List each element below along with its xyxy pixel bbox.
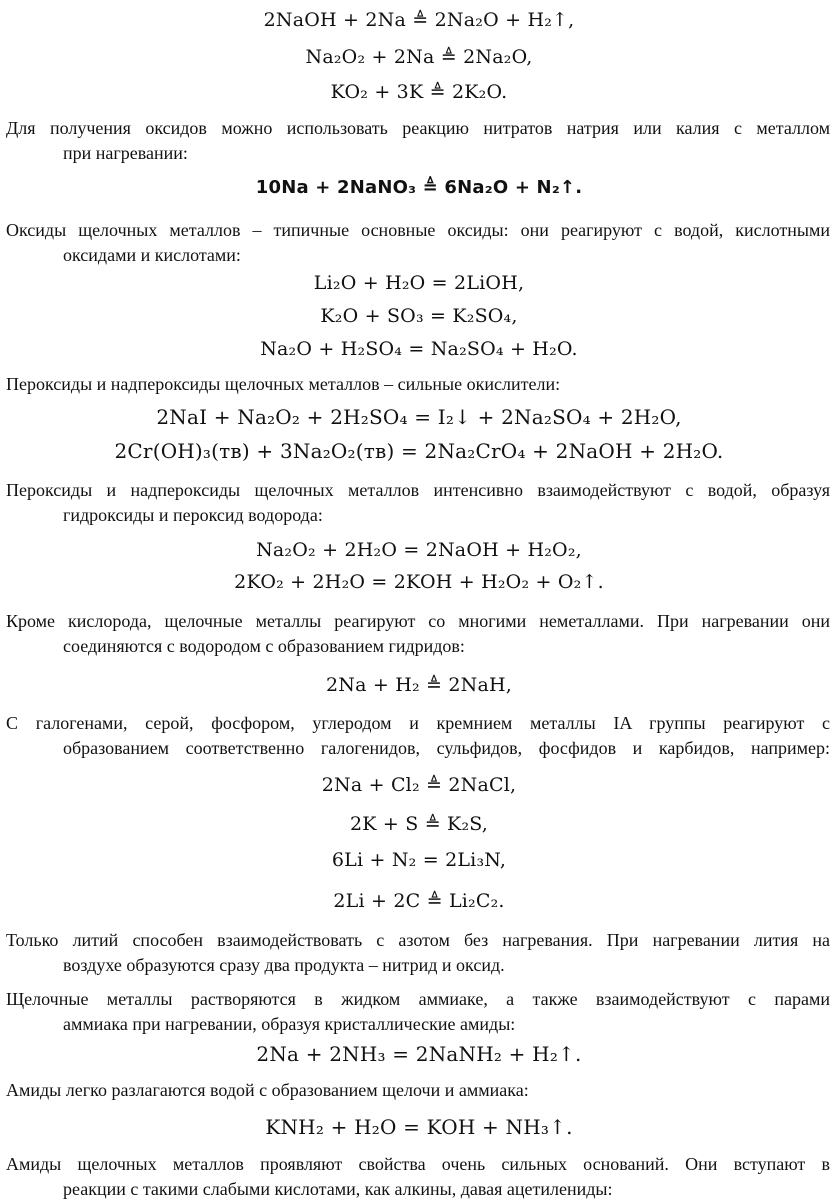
paragraph	[6, 987, 830, 1037]
equation: 2Li + 2C ≜ Li₂C₂.	[333, 890, 505, 912]
paragraph-line: С галогенами, серой, фосфором, углеродом и кремнием металлы IA группы реагируют с	[6, 713, 830, 733]
equation: KNH₂ + H₂O = KOH + NH₃↑.	[265, 1115, 573, 1139]
paragraph-line: Оксиды щелочных металлов – типичные основные оксиды: они реагируют с водой, кислотными	[6, 220, 830, 240]
equation: Li₂O + H₂O = 2LiOH,	[313, 272, 525, 294]
paragraph-line: Амиды щелочных металлов проявляют свойства очень сильных оснований. Они вступают в	[6, 1154, 830, 1174]
paragraph	[6, 928, 830, 978]
paragraph-line: воздухе образуются сразу два продукта – нитрид и оксид.	[63, 955, 505, 975]
equation: 2K + S ≜ K₂S,	[349, 813, 489, 835]
paragraph-line: Для получения оксидов можно использовать реакцию нитратов натрия или калия с металлом	[6, 118, 830, 138]
equation: Na₂O₂ + 2H₂O = 2NaOH + H₂O₂,	[256, 539, 582, 561]
equation: K₂O + SO₃ = K₂SO₄,	[320, 305, 518, 327]
paragraph-line: при нагревании:	[63, 143, 188, 163]
paragraph	[6, 372, 830, 397]
paragraph	[6, 478, 830, 528]
paragraph-line: Пероксиды и надпероксиды щелочных металлов интенсивно взаимодействуют с водой, образуя	[6, 480, 830, 500]
equation: 6Li + N₂ = 2Li₃N,	[331, 849, 507, 871]
equation: 2Na + Cl₂ ≜ 2NaCl,	[321, 774, 517, 796]
equation: KO₂ + 3K ≜ 2K₂O.	[330, 81, 508, 103]
paragraph-line: соединяются с водородом с образованием гидридов:	[63, 636, 465, 656]
paragraph	[6, 609, 830, 659]
paragraph-line: Пероксиды и надпероксиды щелочных металлов – сильные окислители:	[6, 374, 561, 394]
equation: 2Na + H₂ ≜ 2NaH,	[325, 674, 513, 696]
equation: 2Cr(OH)₃(тв) + 3Na₂O₂(тв) = 2Na₂CrO₄ + 2NaOH + 2H₂O.	[114, 439, 724, 463]
paragraph-line: оксидами и кислотами:	[63, 245, 241, 265]
equation: 2Na + 2NH₃ = 2NaNH₂ + H₂↑.	[256, 1042, 582, 1066]
paragraph	[6, 218, 830, 268]
paragraph-line: аммиака при нагревании, образуя кристаллические амиды:	[63, 1014, 516, 1034]
paragraph-line: Кроме кислорода, щелочные металлы реагируют со многими неметаллами. При нагревании они	[6, 611, 830, 631]
paragraph-line: реакции с такими слабыми кислотами, как алкины, давая ацетилениды:	[63, 1179, 613, 1199]
equation: 10Na + 2NaNO₃ ≜ 6Na₂O + N₂↑.	[255, 177, 583, 198]
paragraph-line: гидроксиды и пероксид водорода:	[63, 505, 323, 525]
equation: Na₂O + H₂SO₄ = Na₂SO₄ + H₂O.	[260, 338, 578, 360]
equation: 2KO₂ + 2H₂O = 2KOH + H₂O₂ + O₂↑.	[234, 571, 604, 593]
paragraph	[6, 711, 830, 761]
paragraph-line: Только литий способен взаимодействовать с азотом без нагревания. При нагревании лития на	[6, 930, 830, 950]
paragraph	[6, 1152, 830, 1202]
paragraph-line: образованием соответственно галогенидов, сульфидов, фосфидов и карбидов, например:	[63, 738, 830, 758]
equation: 2NaI + Na₂O₂ + 2H₂SO₄ = I₂↓ + 2Na₂SO₄ + 2H₂O,	[156, 405, 682, 429]
paragraph	[6, 1078, 830, 1103]
paragraph	[6, 116, 830, 166]
paragraph-line: Амиды легко разлагаются водой с образованием щелочи и аммиака:	[6, 1080, 529, 1100]
equation: Na₂O₂ + 2Na ≜ 2Na₂O,	[305, 46, 533, 68]
equation: 2NaOH + 2Na ≜ 2Na₂O + H₂↑,	[263, 9, 575, 31]
paragraph-line: Щелочные металлы растворяются в жидком аммиаке, а также взаимодействуют с парами	[6, 989, 830, 1009]
